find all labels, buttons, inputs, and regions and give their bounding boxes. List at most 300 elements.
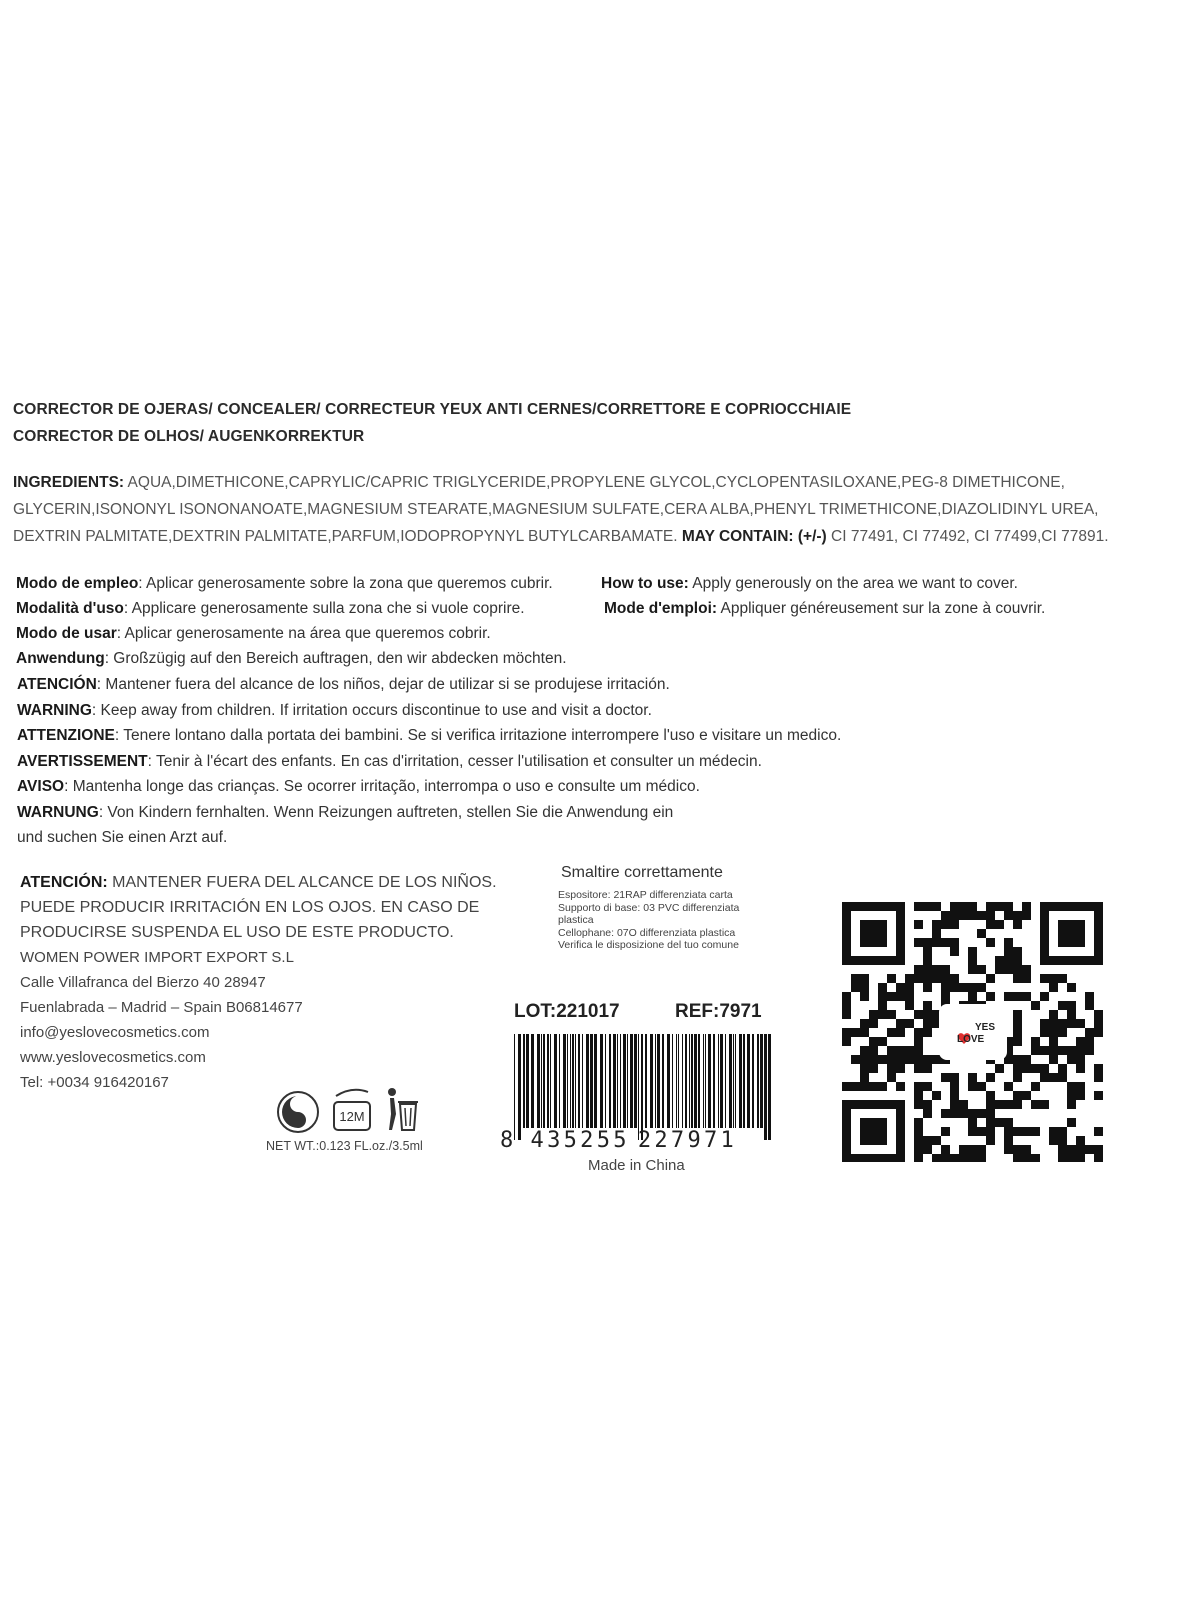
- qr-module: [950, 1100, 959, 1109]
- qr-module: [986, 1118, 995, 1127]
- qr-module: [1004, 1118, 1013, 1127]
- qr-module: [896, 1028, 905, 1037]
- qr-finder-inner: [1058, 920, 1085, 947]
- warnings-list: [17, 672, 841, 851]
- qr-module: [941, 1109, 950, 1118]
- qr-module: [1031, 1082, 1040, 1091]
- disposal-title: Smaltire correttamente: [561, 864, 723, 881]
- qr-module: [1094, 1154, 1103, 1162]
- barcode-bar: [739, 1034, 742, 1128]
- qr-module: [914, 1154, 923, 1162]
- qr-module: [941, 965, 950, 974]
- qr-module: [905, 992, 914, 1001]
- qr-logo: [939, 1004, 1007, 1060]
- qr-module: [1049, 974, 1058, 983]
- qr-module: [1031, 1154, 1040, 1162]
- qr-module: [923, 938, 932, 947]
- qr-module: [995, 1064, 1004, 1073]
- qr-module: [1022, 1145, 1031, 1154]
- qr-module: [1004, 911, 1013, 920]
- usage-fr: Mode d'emploi: Appliquer généreusement sur la zone à couvrir.: [604, 600, 1046, 617]
- qr-module: [914, 1010, 923, 1019]
- qr-module: [1094, 1127, 1103, 1136]
- barcode-bar: [713, 1034, 715, 1128]
- qr-module: [1049, 1028, 1058, 1037]
- qr-module: [977, 1127, 986, 1136]
- qr-module: [1058, 1064, 1067, 1073]
- warning-it: ATTENZIONE: Tenere lontano dalla portata dei bambini. Se si verifica irritazione interrompere l'uso e visitare un medico.: [17, 727, 842, 744]
- usage-pt: Modo de usar: Aplicar generosamente na área que queremos cobrir.: [16, 625, 491, 642]
- qr-module: [932, 974, 941, 983]
- barcode-bar: [655, 1034, 656, 1128]
- company-web: www.yeslovecosmetics.com: [20, 1049, 206, 1066]
- qr-module: [968, 1154, 977, 1162]
- qr-module: [851, 1028, 860, 1037]
- barcode-bar: [743, 1034, 745, 1128]
- qr-module: [1022, 974, 1031, 983]
- qr-module: [1022, 1127, 1031, 1136]
- qr-module: [1076, 1055, 1085, 1064]
- barcode-bar: [678, 1034, 679, 1128]
- qr-module: [1085, 1046, 1094, 1055]
- barcode: [514, 1034, 772, 1140]
- qr-module: [1031, 1100, 1040, 1109]
- qr-module: [941, 911, 950, 920]
- qr-module: [1013, 1019, 1022, 1028]
- qr-module: [986, 1136, 995, 1145]
- made-in: Made in China: [588, 1157, 685, 1174]
- qr-module: [1004, 938, 1013, 947]
- company-email: info@yeslovecosmetics.com: [20, 1024, 210, 1041]
- qr-module: [986, 1073, 995, 1082]
- qr-module: [1049, 1037, 1058, 1046]
- qr-module: [1013, 992, 1022, 1001]
- qr-module: [1058, 1154, 1067, 1162]
- qr-module: [1058, 1127, 1067, 1136]
- qr-module: [914, 965, 923, 974]
- qr-module: [842, 1028, 851, 1037]
- qr-module: [995, 1118, 1004, 1127]
- barcode-bar: [698, 1034, 700, 1128]
- barcode-bar: [550, 1034, 551, 1128]
- qr-module: [986, 992, 995, 1001]
- qr-module: [878, 983, 887, 992]
- barcode-bar: [705, 1034, 706, 1128]
- company-name: WOMEN POWER IMPORT EXPORT S.L: [20, 949, 294, 966]
- qr-module: [878, 992, 887, 1001]
- qr-module: [1013, 920, 1022, 929]
- qr-module: [950, 974, 959, 983]
- qr-module: [1004, 956, 1013, 965]
- qr-module: [968, 1109, 977, 1118]
- qr-module: [860, 1055, 869, 1064]
- qr-module: [905, 974, 914, 983]
- qr-module: [1013, 1064, 1022, 1073]
- barcode-bar: [600, 1034, 603, 1128]
- qr-module: [950, 1154, 959, 1162]
- qr-module: [1076, 1019, 1085, 1028]
- qr-module: [959, 1109, 968, 1118]
- qr-module: [1040, 974, 1049, 983]
- qr-module: [950, 920, 959, 929]
- qr-module: [977, 911, 986, 920]
- qr-module: [896, 1064, 905, 1073]
- warning-pt: AVISO: Mantenha longe das crianças. Se ocorrer irritação, interrompa o uso e consulte um médico.: [17, 778, 700, 795]
- barcode-bar: [735, 1034, 736, 1128]
- caution-block: ATENCIÓN: MANTENER FUERA DEL ALCANCE DE LOS NIÑOS. PUEDE PRODUCIR IRRITACIÓN EN LOS OJOS. EN CASO DE PRODUCIRSE SUSPENDA EL USO DE ESTE PRODUCTO.: [20, 874, 497, 941]
- qr-module: [1067, 1145, 1076, 1154]
- barcode-bar: [617, 1034, 618, 1128]
- qr-module: [842, 1010, 851, 1019]
- barcode-bar: [638, 1034, 639, 1140]
- barcode-bar: [752, 1034, 754, 1128]
- qr-module: [959, 983, 968, 992]
- barcode-bar: [720, 1034, 723, 1128]
- ref-number: REF:7971: [675, 1001, 762, 1022]
- barcode-bar: [518, 1034, 521, 1140]
- qr-module: [1049, 1073, 1058, 1082]
- qr-module: [968, 911, 977, 920]
- qr-module: [923, 1100, 932, 1109]
- qr-module: [1067, 1091, 1076, 1100]
- barcode-bar: [531, 1034, 534, 1128]
- qr-module: [968, 1118, 977, 1127]
- product-title-line-1: CORRECTOR DE OJERAS/ CONCEALER/ CORRECTEUR YEUX ANTI CERNES/CORRETTORE E COPRIOCCHIAIE: [13, 401, 852, 418]
- qr-module: [869, 1019, 878, 1028]
- qr-module: [1049, 1046, 1058, 1055]
- qr-module: [959, 1154, 968, 1162]
- qr-module: [968, 947, 977, 956]
- qr-module: [959, 902, 968, 911]
- green-dot-recycle-icon: [276, 1090, 320, 1134]
- company-address-2: Fuenlabrada – Madrid – Spain B06814677: [20, 999, 303, 1016]
- qr-module: [1004, 947, 1013, 956]
- qr-module: [1022, 1154, 1031, 1162]
- barcode-bar: [645, 1034, 647, 1128]
- barcode-bar: [559, 1034, 560, 1128]
- qr-module: [968, 965, 977, 974]
- barcode-bar: [605, 1034, 606, 1128]
- barcode-bar: [747, 1034, 750, 1128]
- qr-module: [923, 1055, 932, 1064]
- qr-module: [986, 902, 995, 911]
- qr-module: [1040, 1064, 1049, 1073]
- qr-module: [1067, 1100, 1076, 1109]
- qr-logo-bottom: LOVE: [957, 1034, 985, 1045]
- qr-module: [1040, 1073, 1049, 1082]
- qr-module: [1049, 1019, 1058, 1028]
- barcode-bar: [623, 1034, 626, 1128]
- qr-module: [842, 1082, 851, 1091]
- qr-module: [932, 929, 941, 938]
- qr-module: [1067, 1019, 1076, 1028]
- qr-module: [950, 1073, 959, 1082]
- barcode-bar: [764, 1034, 767, 1140]
- qr-module: [860, 1064, 869, 1073]
- caution-label: ATENCIÓN:: [20, 874, 108, 891]
- qr-module: [1022, 1091, 1031, 1100]
- qr-module: [950, 1109, 959, 1118]
- qr-module: [914, 920, 923, 929]
- qr-module: [1013, 1091, 1022, 1100]
- qr-module: [932, 1091, 941, 1100]
- qr-module: [1004, 992, 1013, 1001]
- qr-module: [1067, 1118, 1076, 1127]
- company-tel: Tel: +0034 916420167: [20, 1074, 169, 1091]
- qr-module: [1076, 1064, 1085, 1073]
- qr-module: [968, 1082, 977, 1091]
- barcode-bar: [563, 1034, 566, 1128]
- barcode-bar: [609, 1034, 611, 1128]
- qr-module: [1022, 992, 1031, 1001]
- qr-module: [1004, 1082, 1013, 1091]
- barcode-bar: [537, 1034, 540, 1128]
- qr-module: [1067, 983, 1076, 992]
- qr-code[interactable]: [842, 902, 1106, 1162]
- qr-module: [950, 938, 959, 947]
- qr-module: [1076, 1037, 1085, 1046]
- barcode-bars: [514, 1034, 772, 1140]
- qr-module: [878, 1037, 887, 1046]
- qr-module: [905, 1001, 914, 1010]
- barcode-bar: [575, 1034, 576, 1128]
- qr-module: [1058, 1046, 1067, 1055]
- qr-module: [1067, 1082, 1076, 1091]
- qr-module: [1076, 1046, 1085, 1055]
- qr-module: [1013, 1037, 1022, 1046]
- qr-module: [986, 938, 995, 947]
- qr-module: [986, 974, 995, 983]
- ingredients-block: [13, 469, 1109, 550]
- qr-module: [986, 1100, 995, 1109]
- pao-jar-icon: [330, 1086, 374, 1134]
- qr-module: [1067, 1001, 1076, 1010]
- qr-module: [869, 1010, 878, 1019]
- qr-module: [932, 1136, 941, 1145]
- qr-module: [1049, 1010, 1058, 1019]
- qr-module: [1040, 1028, 1049, 1037]
- qr-module: [1094, 1010, 1103, 1019]
- barcode-bar: [682, 1034, 683, 1128]
- qr-module: [1013, 911, 1022, 920]
- barcode-bar: [572, 1034, 574, 1128]
- ingredients-label: INGREDIENTS:: [13, 474, 125, 491]
- barcode-bar: [768, 1034, 771, 1140]
- qr-module: [1040, 1046, 1049, 1055]
- qr-module: [878, 1001, 887, 1010]
- qr-module: [1076, 1145, 1085, 1154]
- qr-module: [1085, 1145, 1094, 1154]
- qr-module: [896, 1046, 905, 1055]
- lot-number: LOT:221017: [514, 1001, 620, 1022]
- qr-module: [1058, 1028, 1067, 1037]
- qr-module: [1094, 1091, 1103, 1100]
- qr-module: [1013, 1100, 1022, 1109]
- qr-module: [1031, 1127, 1040, 1136]
- barcode-bar: [523, 1034, 525, 1128]
- qr-module: [941, 1154, 950, 1162]
- qr-module: [905, 1046, 914, 1055]
- qr-module: [860, 974, 869, 983]
- qr-module: [977, 1082, 986, 1091]
- qr-module: [860, 992, 869, 1001]
- barcode-bar: [691, 1034, 693, 1128]
- qr-module: [860, 1073, 869, 1082]
- warning-en: WARNING: Keep away from children. If irritation occurs discontinue to use and visit a doctor.: [17, 701, 652, 719]
- qr-module: [941, 920, 950, 929]
- qr-module: [1013, 974, 1022, 983]
- barcode-bar: [554, 1034, 557, 1128]
- barcode-bar: [672, 1034, 673, 1128]
- qr-module: [977, 1145, 986, 1154]
- qr-module: [869, 1055, 878, 1064]
- qr-module: [860, 1046, 869, 1055]
- barcode-bar: [757, 1034, 759, 1128]
- qr-module: [932, 938, 941, 947]
- qr-module: [914, 1127, 923, 1136]
- qr-module: [995, 902, 1004, 911]
- qr-module: [1049, 983, 1058, 992]
- qr-module: [851, 983, 860, 992]
- qr-module: [842, 1001, 851, 1010]
- usage-en: How to use: Apply generously on the area we want to cover.: [601, 575, 1018, 592]
- barcode-bar: [570, 1034, 571, 1128]
- qr-module: [1013, 965, 1022, 974]
- barcode-bar: [590, 1034, 593, 1128]
- qr-module: [941, 992, 950, 1001]
- disposal-lines: Espositore: 21RAP differenziata carta Supporto di base: 03 PVC differenziata plastica Cellophane: 07O differenziata plastica Verifica le disposizione del tuo comune: [558, 889, 740, 951]
- usage-es: Modo de empleo: Aplicar generosamente sobre la zona que queremos cubrir.: [16, 575, 553, 592]
- qr-module: [923, 983, 932, 992]
- qr-module: [1013, 1145, 1022, 1154]
- qr-module: [869, 1064, 878, 1073]
- qr-logo-top: YES: [975, 1022, 996, 1033]
- barcode-bar: [650, 1034, 653, 1128]
- qr-module: [1085, 992, 1094, 1001]
- qr-module: [914, 1136, 923, 1145]
- qr-module: [995, 920, 1004, 929]
- qr-module: [887, 1046, 896, 1055]
- qr-module: [1076, 1154, 1085, 1162]
- barcode-bar: [708, 1034, 711, 1128]
- qr-module: [932, 902, 941, 911]
- qr-module: [1049, 1136, 1058, 1145]
- pao-label: 12M: [339, 1109, 365, 1124]
- barcode-bar: [541, 1034, 542, 1128]
- net-weight: NET WT.:0.123 FL.oz./3.5ml: [266, 1139, 423, 1153]
- qr-module: [905, 1055, 914, 1064]
- qr-module: [968, 992, 977, 1001]
- qr-module: [1013, 1127, 1022, 1136]
- barcode-bar: [760, 1034, 763, 1128]
- usage-it: Modalità d'uso: Applicare generosamente sulla zona che si vuole coprire.: [16, 600, 525, 617]
- qr-module: [995, 1100, 1004, 1109]
- qr-module: [977, 1154, 986, 1162]
- barcode-bar: [567, 1034, 568, 1128]
- qr-module: [1094, 1073, 1103, 1082]
- qr-module: [950, 1082, 959, 1091]
- qr-module: [1067, 1046, 1076, 1055]
- barcode-bar: [689, 1034, 690, 1128]
- qr-module: [923, 1010, 932, 1019]
- barcode-bar: [703, 1034, 704, 1128]
- barcode-bar: [634, 1034, 637, 1128]
- qr-finder-inner: [860, 920, 887, 947]
- qr-module: [986, 911, 995, 920]
- qr-module: [968, 956, 977, 965]
- qr-module: [842, 1037, 851, 1046]
- barcode-digits: 8 435255 227971: [500, 1128, 738, 1153]
- qr-module: [1076, 1082, 1085, 1091]
- qr-module: [1004, 965, 1013, 974]
- qr-module: [950, 1091, 959, 1100]
- qr-module: [887, 992, 896, 1001]
- barcode-bar: [662, 1034, 664, 1128]
- barcode-bar: [657, 1034, 660, 1128]
- warning-es: ATENCIÓN: Mantener fuera del alcance de los niños, dejar de utilizar si se produjese irritación.: [17, 676, 670, 693]
- qr-module: [977, 1109, 986, 1118]
- qr-module: [1094, 1028, 1103, 1037]
- qr-module: [1058, 1136, 1067, 1145]
- company-info: [20, 945, 303, 1095]
- recycle-bin-icon: [384, 1086, 420, 1134]
- qr-module: [896, 983, 905, 992]
- qr-module: [1058, 1145, 1067, 1154]
- barcode-bar: [586, 1034, 589, 1128]
- barcode-bar: [543, 1034, 545, 1128]
- qr-module: [1004, 1145, 1013, 1154]
- qr-module: [968, 983, 977, 992]
- qr-module: [977, 983, 986, 992]
- qr-module: [932, 965, 941, 974]
- barcode-bar: [685, 1034, 687, 1128]
- qr-module: [1031, 1064, 1040, 1073]
- qr-module: [1067, 1154, 1076, 1162]
- qr-module: [860, 1028, 869, 1037]
- qr-module: [1013, 1028, 1022, 1037]
- qr-module: [932, 920, 941, 929]
- qr-module: [869, 1037, 878, 1046]
- barcode-bar: [725, 1034, 726, 1128]
- qr-module: [1040, 1019, 1049, 1028]
- qr-module: [1013, 1073, 1022, 1082]
- barcode-bar: [594, 1034, 597, 1128]
- qr-module: [1058, 974, 1067, 983]
- barcode-bar: [613, 1034, 616, 1128]
- qr-module: [986, 1109, 995, 1118]
- qr-module: [1094, 1145, 1103, 1154]
- qr-module: [914, 1064, 923, 1073]
- qr-module: [986, 1091, 995, 1100]
- qr-module: [914, 902, 923, 911]
- qr-module: [1022, 911, 1031, 920]
- barcode-bar: [582, 1034, 583, 1128]
- qr-module: [923, 1019, 932, 1028]
- ingredients-line-3: DEXTRIN PALMITATE,DEXTRIN PALMITATE,PARFUM,IODOPROPYNYL BUTYLCARBAMATE. MAY CONTAIN: (+/-) CI 77491, CI 77492, CI 77499,CI 77891.: [13, 528, 1109, 545]
- qr-module: [1076, 1136, 1085, 1145]
- qr-module: [1004, 1127, 1013, 1136]
- qr-module: [1004, 1136, 1013, 1145]
- qr-module: [1094, 1064, 1103, 1073]
- qr-module: [860, 983, 869, 992]
- qr-module: [950, 983, 959, 992]
- qr-module: [1067, 1055, 1076, 1064]
- qr-module: [914, 1118, 923, 1127]
- barcode-bar: [641, 1034, 643, 1140]
- qr-module: [1085, 1028, 1094, 1037]
- qr-module: [1085, 1001, 1094, 1010]
- qr-module: [1094, 1019, 1103, 1028]
